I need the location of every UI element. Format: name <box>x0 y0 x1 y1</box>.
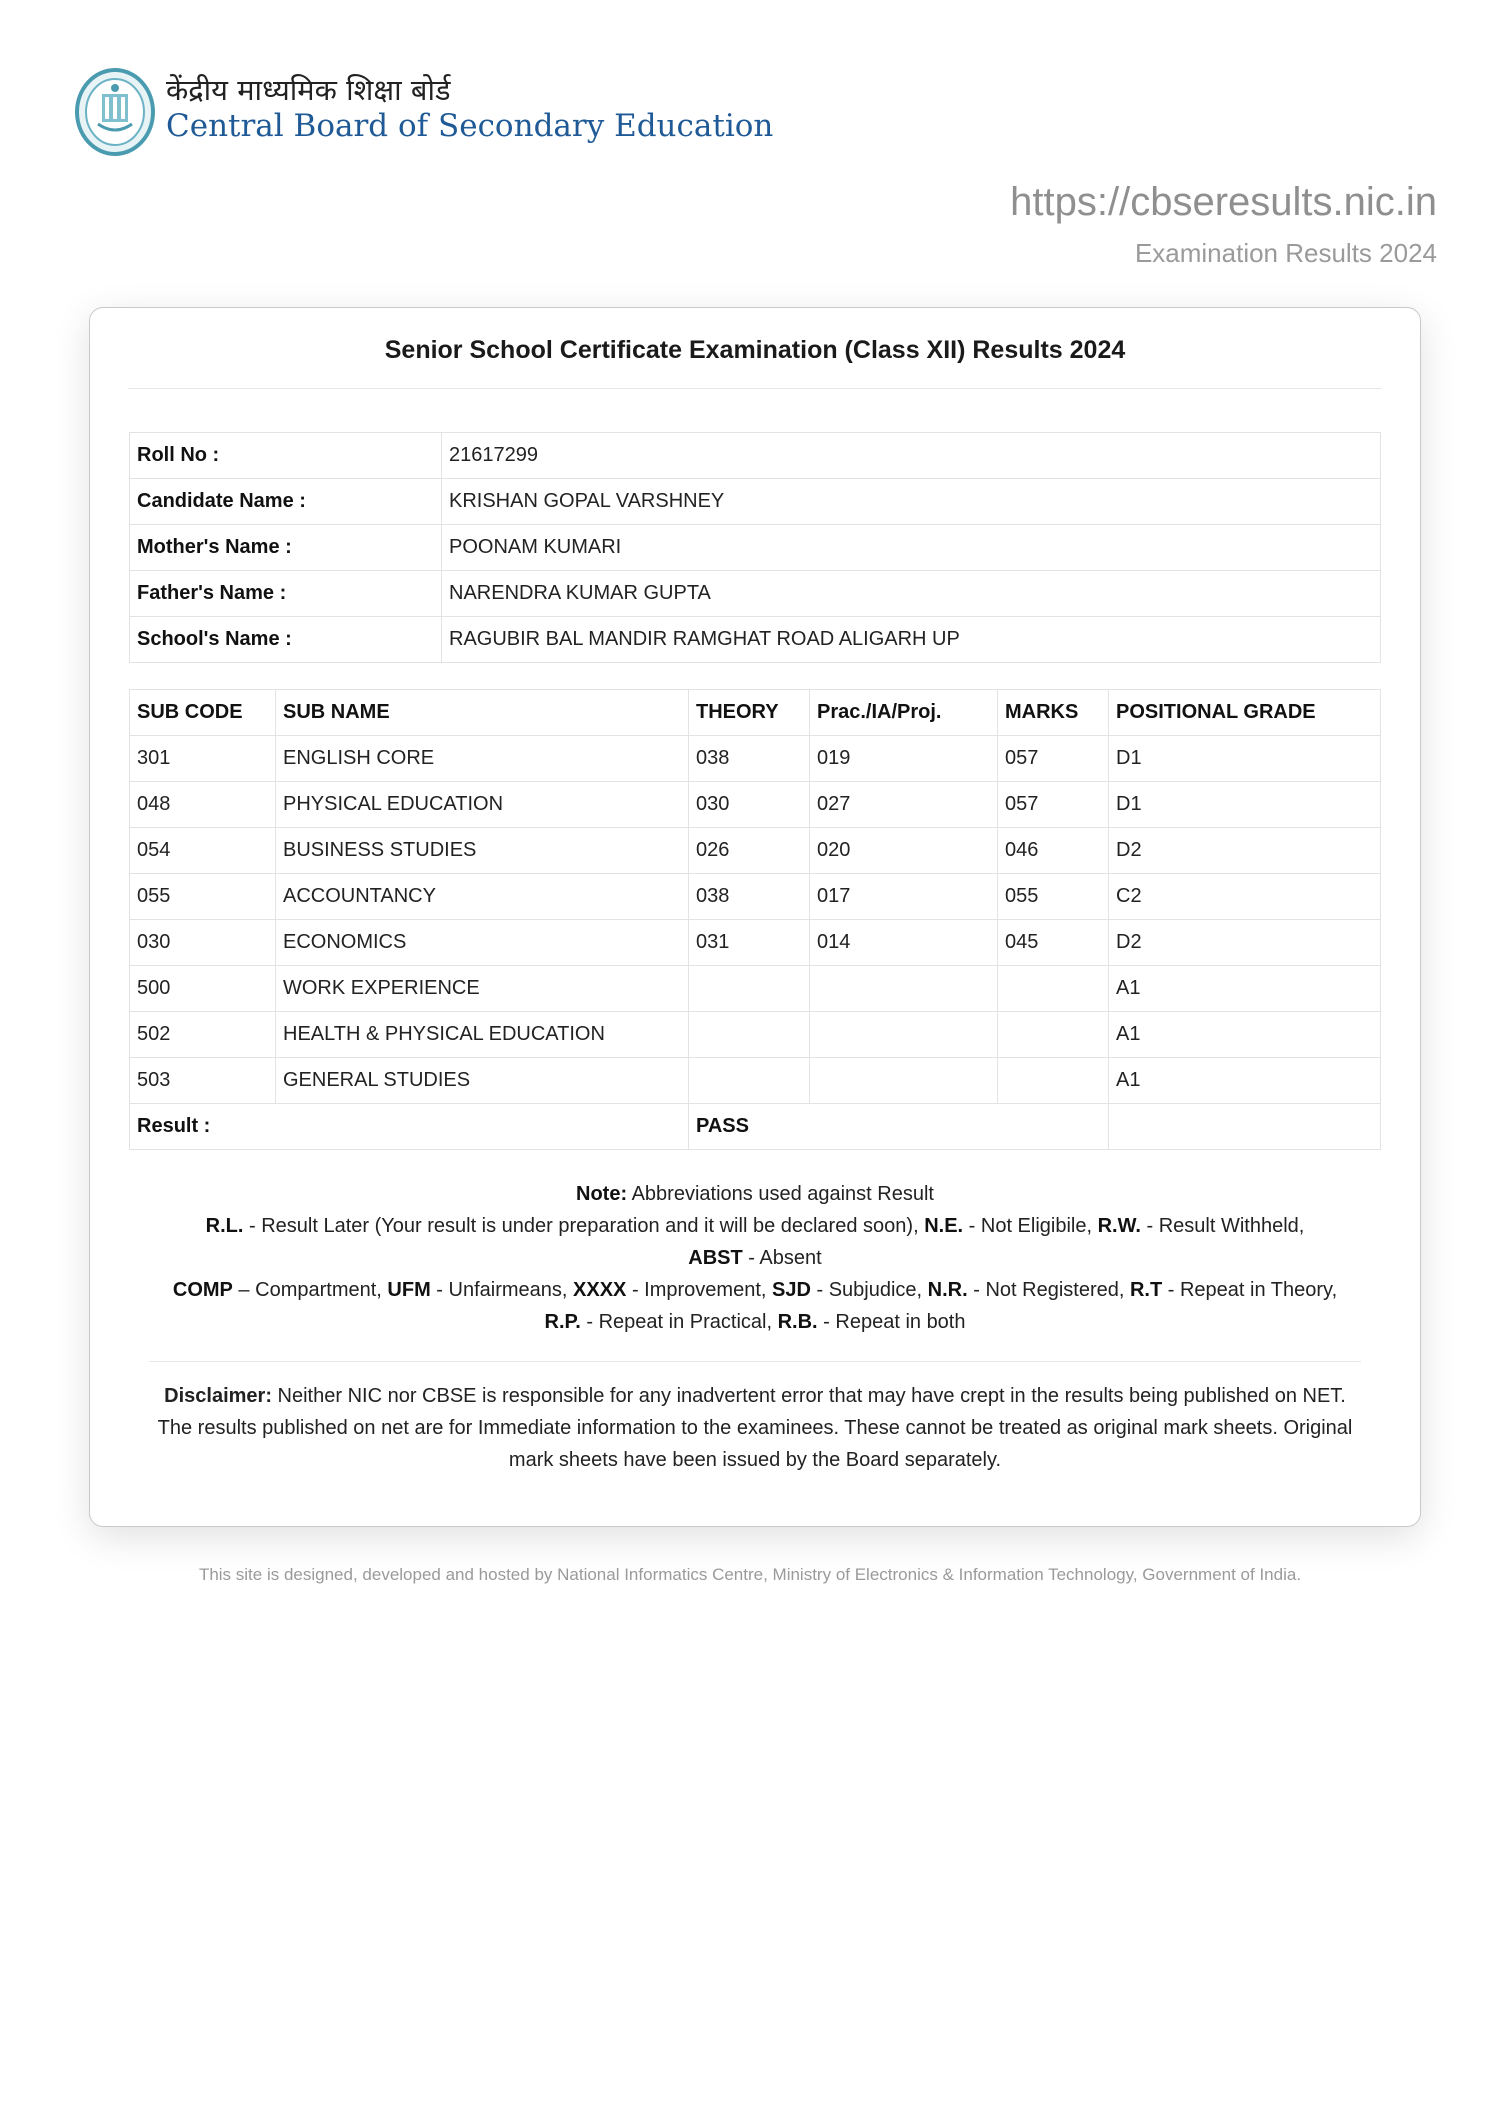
info-label: School's Name : <box>130 617 442 663</box>
result-row <box>130 1104 1381 1150</box>
abbreviations-note: Note: Abbreviations used against Result R.L. - Result Later (Your result is under preparation and it will be declared soon), N.E. - Not Eligibile, R.W. - Result Withheld, ABST - Absent COMP – Compartment, UFM - Unfairmeans, XXXX - Improvement, SJD - Subjudice, N.R. - Not Registered, R.T - Repeat in Theory, R.P. - Repeat in Practical, R.B. - Repeat in both <box>172 1183 1338 1333</box>
info-row-school-name <box>130 617 1381 663</box>
marks-cell: 055 <box>998 874 1109 920</box>
table-row <box>130 874 1381 920</box>
theory-cell <box>689 966 810 1012</box>
grade-cell: D1 <box>1109 736 1381 782</box>
marks-cell: 045 <box>998 920 1109 966</box>
theory-cell <box>689 1012 810 1058</box>
abbr-desc: Result Later (Your result is under preparation and it will be declared soon) <box>261 1215 914 1237</box>
result-value: PASS <box>689 1104 1109 1150</box>
table-row <box>130 1012 1381 1058</box>
grade-cell: D1 <box>1109 782 1381 828</box>
grade-cell: C2 <box>1109 874 1381 920</box>
grade-cell: A1 <box>1109 1012 1381 1058</box>
info-row-roll-no <box>130 433 1381 479</box>
sub-name-cell: ECONOMICS <box>276 920 689 966</box>
table-row <box>130 966 1381 1012</box>
column-header: SUB NAME <box>276 690 689 736</box>
note-heading: Note: <box>576 1183 628 1205</box>
abbr: COMP <box>172 1279 233 1301</box>
sub-code-cell: 054 <box>130 828 276 874</box>
marks-cell <box>998 1012 1109 1058</box>
table-row <box>130 736 1381 782</box>
abbr-desc: Not Eligibile <box>980 1215 1087 1237</box>
sub-name-cell: GENERAL STUDIES <box>276 1058 689 1104</box>
abbr-desc: Unfairmeans <box>448 1279 562 1301</box>
note-divider <box>149 1361 1361 1362</box>
disclaimer <box>145 1380 1365 1476</box>
theory-cell: 031 <box>689 920 810 966</box>
abbr: R.T <box>1129 1279 1163 1301</box>
site-subtitle: Examination Results 2024 <box>1134 238 1437 268</box>
practical-cell <box>810 966 998 1012</box>
sub-code-cell: 503 <box>130 1058 276 1104</box>
theory-cell: 030 <box>689 782 810 828</box>
info-row-candidate-name <box>130 479 1381 525</box>
disclaimer-text: Neither NIC nor CBSE is responsible for any inadvertent error that may have crept in the results being published on NET. The results published on net are for Immediate information to the examinees. These cannot be treated as original mark sheets. Original mark sheets have been issued by the Board separately. <box>157 1385 1353 1471</box>
column-header: MARKS <box>998 690 1109 736</box>
sub-name-cell: WORK EXPERIENCE <box>276 966 689 1012</box>
site-url: https://cbseresults.nic.in <box>1010 180 1437 224</box>
sub-code-cell: 048 <box>130 782 276 828</box>
practical-cell <box>810 1058 998 1104</box>
info-label: Mother's Name : <box>130 525 442 571</box>
sub-code-cell: 502 <box>130 1012 276 1058</box>
sub-code-cell: 301 <box>130 736 276 782</box>
sub-name-cell: ENGLISH CORE <box>276 736 689 782</box>
grade-cell: D2 <box>1109 828 1381 874</box>
footer-text: This site is designed, developed and hosted by National Informatics Centre, Ministry of Electronics & Information Technology, Government of India. <box>198 1565 1302 1584</box>
theory-cell: 026 <box>689 828 810 874</box>
sub-name-cell: PHYSICAL EDUCATION <box>276 782 689 828</box>
mother-name: POONAM KUMARI <box>442 525 1381 571</box>
table-row <box>130 1058 1381 1104</box>
column-header: SUB CODE <box>130 690 276 736</box>
sub-name-cell: HEALTH & PHYSICAL EDUCATION <box>276 1012 689 1058</box>
result-label: Result : <box>130 1104 689 1150</box>
info-label: Father's Name : <box>130 571 442 617</box>
marks-cell: 057 <box>998 782 1109 828</box>
sub-code-cell: 500 <box>130 966 276 1012</box>
abbr-desc: Repeat in both <box>835 1311 966 1333</box>
marks-header-row <box>130 690 1381 736</box>
practical-cell: 019 <box>810 736 998 782</box>
practical-cell: 020 <box>810 828 998 874</box>
brand-hindi-name: केंद्रीय माध्यमिक शिक्षा बोर्ड <box>166 73 451 107</box>
abbr-desc: Absent <box>759 1247 822 1269</box>
info-row-father-name <box>130 571 1381 617</box>
column-header: Prac./IA/Proj. <box>810 690 998 736</box>
marks-cell: 057 <box>998 736 1109 782</box>
marks-cell <box>998 1058 1109 1104</box>
practical-cell: 027 <box>810 782 998 828</box>
abbr: R.B. <box>777 1311 818 1333</box>
abbr-desc: Not Registered <box>985 1279 1119 1301</box>
abbr: UFM <box>387 1279 431 1301</box>
sub-name-cell: BUSINESS STUDIES <box>276 828 689 874</box>
table-row <box>130 920 1381 966</box>
marks-cell <box>998 966 1109 1012</box>
candidate-name: KRISHAN GOPAL VARSHNEY <box>442 479 1381 525</box>
practical-cell: 017 <box>810 874 998 920</box>
table-row <box>130 782 1381 828</box>
cbse-emblem-icon <box>74 66 156 158</box>
brand-english-name: Central Board of Secondary Education <box>166 108 774 144</box>
grade-cell: D2 <box>1109 920 1381 966</box>
theory-cell: 038 <box>689 736 810 782</box>
sub-code-cell: 055 <box>130 874 276 920</box>
info-label: Roll No : <box>130 433 442 479</box>
sub-name-cell: ACCOUNTANCY <box>276 874 689 920</box>
info-label: Candidate Name : <box>130 479 442 525</box>
abbr: R.P. <box>544 1311 581 1333</box>
roll-number: 21617299 <box>442 433 1381 479</box>
theory-cell: 038 <box>689 874 810 920</box>
table-row <box>130 828 1381 874</box>
note-intro: Abbreviations used against Result <box>631 1183 934 1205</box>
grade-cell: A1 <box>1109 966 1381 1012</box>
grade-cell: A1 <box>1109 1058 1381 1104</box>
abbr: N.E. <box>924 1215 964 1237</box>
column-header: POSITIONAL GRADE <box>1109 690 1381 736</box>
school-name: RAGUBIR BAL MANDIR RAMGHAT ROAD ALIGARH UP <box>442 617 1381 663</box>
title-divider <box>128 388 1382 389</box>
result-card <box>89 307 1421 1527</box>
candidate-info-table <box>129 432 1381 663</box>
abbr-desc: Compartment <box>255 1279 377 1301</box>
marks-table <box>129 689 1381 1150</box>
card-title: Senior School Certificate Examination (Class XII) Results 2024 <box>384 336 1126 364</box>
info-row-mother-name <box>130 525 1381 571</box>
abbr: N.R. <box>927 1279 968 1301</box>
abbr: ABST <box>688 1247 743 1269</box>
abbr: XXXX <box>573 1279 627 1301</box>
theory-cell <box>689 1058 810 1104</box>
practical-cell <box>810 1012 998 1058</box>
practical-cell: 014 <box>810 920 998 966</box>
sub-code-cell: 030 <box>130 920 276 966</box>
column-header: THEORY <box>689 690 810 736</box>
abbr-desc: Improvement <box>644 1279 761 1301</box>
abbr: SJD <box>772 1279 811 1301</box>
disclaimer-label: Disclaimer: <box>164 1385 272 1407</box>
abbr: R.W. <box>1097 1215 1141 1237</box>
abbr-desc: Subjudice <box>828 1279 917 1301</box>
abbr-desc: Repeat in Theory <box>1179 1279 1332 1301</box>
abbr-desc: Result Withheld <box>1158 1215 1299 1237</box>
abbr-desc: Repeat in Practical <box>598 1311 767 1333</box>
result-empty-cell <box>1109 1104 1381 1150</box>
father-name: NARENDRA KUMAR GUPTA <box>442 571 1381 617</box>
abbr: R.L. <box>205 1215 244 1237</box>
marks-cell: 046 <box>998 828 1109 874</box>
